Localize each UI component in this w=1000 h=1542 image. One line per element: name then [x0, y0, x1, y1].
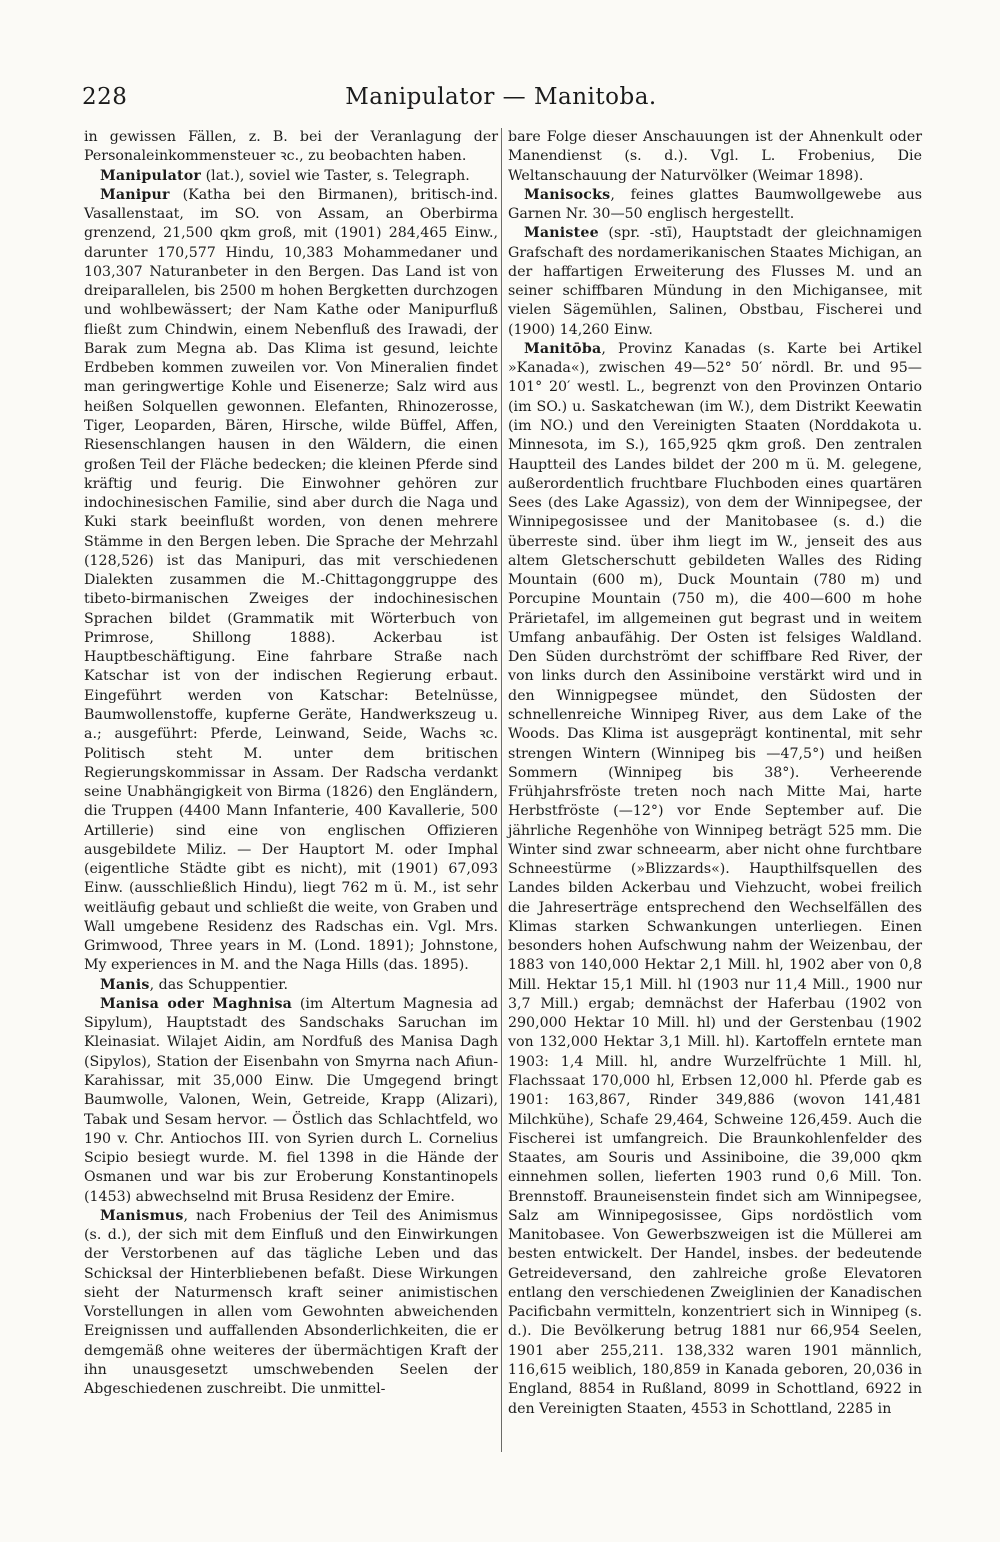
dictionary-entry	[508, 340, 922, 1419]
dictionary-entry	[508, 186, 922, 225]
entry-text: (spr. -stī), Hauptstadt der gleichnamigen Grafschaft des nordamerikanischen Staates Michigan, an der haffartigen Erweiterung des Flusses M. und an seiner schiffbaren Mündung in den Michigansee, mit vielen Sägemühlen, Salinen, Obstbau, Fischerei und (1900) 14,260 Einw.	[508, 225, 922, 338]
left-column	[84, 128, 498, 1400]
entry-text: (im Altertum Magnesia ad Sipylum), Hauptstadt des Sandschaks Saruchan im Kleinasiat. Wilajet Aidin, am Nordfuß des Manisa Dagh (Sipylos), Station der Eisenbahn von Smyrna nach Afiun-Karahissar, mit 35,000 Einw. Die Umgegend bringt Baumwolle, Valonen, Wein, Getreide, Krapp (Alizari), Tabak und Sesam hervor. — Östlich das Schlachtfeld, wo 190 v. Chr. Antiochos III. von Syrien durch L. Cornelius Scipio besiegt wurde. M. fiel 1398 in die Hände der Osmanen und war bis zur Eroberung Konstantinopels (1453) abwechselnd mit Brusa Residenz der Emire.	[84, 995, 498, 1205]
dictionary-entry	[84, 186, 498, 976]
entry-text: , Provinz Kanadas (s. Karte bei Artikel »Kanada«), zwischen 49—52° 50′ nördl. Br. und 95—101° 20′ westl. L., begrenzt von den Provinzen Ontario (im SO.) u. Saskatchewan (im W.), dem Distrikt Keewatin (im NO.) und den Vereinigten Staaten (Norddakota u. Minnesota, im S.), 165,925 qkm groß. Den zentralen Hauptteil des Landes bildet der 200 m ü. M. gelegene, außerordentlich fruchtbare Fluchboden eines quartären Sees (des Lake Agassiz), von dem der Winnipegsee, der Winnipegosissee und der Manitobasee (s. d.) die überreste sind. über ihm liegt im W., jenseit des aus altem Gletscherschutt gebildeten Walles des Riding Mountain (600 m), Duck Mountain (780 m) und Porcupine Mountain (750 m), die 400—600 m hohe Prärietafel, im allgemeinen gut begrast und in weitem Umfang anbaufähig. Der Osten ist felsiges Waldland. Den Süden durchströmt der schiffbare Red River, der von links durch den Assiniboine verstärkt wird und in den Winnigpegsee mündet, den Südosten der schnellenreiche Winnipeg River, aus dem Lake of the Woods. Das Klima ist ausgeprägt kontinental, mit sehr strengen Wintern (Winnipeg bis —47,5°) und heißen Sommern (Winnipeg bis 38°). Verheerende Frühjahrsfröste treten noch nach Mitte Mai, harte Herbstfröste (—12°) vor Ende September auf. Die jährliche Regenhöhe von Winnipeg beträgt 525 mm. Die Winter sind zwar schneearm, aber nicht ohne furchtbare Schneestürme (»Blizzards«). Haupthilfsquellen des Landes bilden Ackerbau und Viehzucht, wobei freilich die Jahreserträge entsprechend den Wechselfällen des Klimas starken Schwankungen unterliegen. Einen besonders hohen Aufschwung nahm der Weizenbau, der 1883 von 140,000 Hektar 2,1 Mill. hl, 1902 aber von 0,8 Mill. Hektar 15,1 Mill. hl (1903 nur 11,4 Mill., 1900 nur 3,7 Mill.) ergab; demnächst der Haferbau (1902 von 290,000 Hektar 10 Mill. hl) und der Gerstenbau (1902 von 132,000 Hektar 3,1 Mill. hl). Kartoffeln erntete man 1903: 1,4 Mill. hl, andre Wurzelfrüchte 1 Mill. hl, Flachssaat 170,000 hl, Erbsen 12,000 hl. Pferde gab es 1901: 163,867, Rinder 349,886 (wovon 141,481 Milchkühe), Schafe 29,464, Schweine 126,459. Auch die Fischerei ist umfangreich. Die Braunkohlenfelder des Staates, am Souris und Assiniboine, die 39,000 qkm einnehmen sollen, lieferten 1903 rund 0,6 Mill. Ton. Brennstoff. Brauneisenstein findet sich am Winnipegsee, Salz am Winnipegosissee, Gips nordöstlich vom Manitobasee. Von Gewerbszweigen ist die Müllerei am besten entwickelt. Der Handel, insbes. der bedeutende Getreideversand, den zahlreiche große Elevatoren entlang den verschiedenen Zweiglinien der Kanadischen Pacificbahn vermitteln, konzentriert sich in Winnipeg (s. d.). Die Bevölkerung betrug 1881 nur 66,954 Seelen, 1901 aber 255,211. 138,332 waren 1901 männlich, 116,615 weiblich, 180,859 in Kanada geboren, 20,036 in England, 8854 in Rußland, 8099 in Schottland, 6922 in den Vereinigten Staaten, 4553 in Schottland, 2285 in	[508, 340, 922, 1417]
entry-text: in gewissen Fällen, z. B. bei der Veranlagung der Personaleinkommensteuer ꝛc., zu beobachten haben.	[84, 129, 498, 165]
entry-text: , feines glattes Baumwollgewebe aus Garnen Nr. 30—50 englisch hergestellt.	[508, 186, 922, 223]
dictionary-entry	[84, 167, 498, 186]
entry-text: , das Schuppentier.	[149, 976, 288, 993]
running-head: Manipulator — Manitoba.	[345, 84, 657, 110]
entry-headword: Manitōba	[524, 340, 602, 357]
column-divider	[501, 128, 502, 1452]
continued-paragraph	[508, 128, 922, 186]
entry-text: bare Folge dieser Anschauungen ist der Ahnenkult oder Manendienst (s. d.). Vgl. L. Frobenius, Die Weltanschauung der Naturvölker (Weimar 1898).	[508, 129, 922, 184]
right-column	[508, 128, 922, 1419]
entry-headword: Manipulator	[100, 167, 202, 184]
entry-headword: Manistee	[524, 225, 599, 242]
continued-paragraph	[84, 128, 498, 167]
entry-headword: Manisocks	[524, 186, 611, 203]
entry-text: (lat.), soviel wie Taster, s. Telegraph.	[201, 167, 470, 184]
entry-headword: Manis	[100, 976, 150, 993]
dictionary-entry	[508, 224, 922, 340]
dictionary-entry	[84, 1207, 498, 1400]
entry-headword: Manismus	[100, 1207, 184, 1224]
entry-text: , nach Frobenius der Teil des Animismus (s. d.), der sich mit dem Einfluß und den Einwirkungen der Verstorbenen auf das tägliche Leben und das Schicksal der Hinterbliebenen befaßt. Diese Wirkungen sieht der Naturmensch kraft seiner animistischen Vorstellungen in allen vom Gewohnten abweichenden Ereignissen und auffallenden Absonderlichkeiten, die er demgemäß ohne weiteres der übermächtigen Kraft der ihn unausgesetzt umschwebenden Seelen der Abgeschiedenen zuschreibt. Die unmittel-	[84, 1207, 498, 1398]
entry-headword: Manisa oder Maghnisa	[100, 995, 293, 1012]
page-number: 228	[82, 84, 128, 110]
dictionary-entry	[84, 995, 498, 1207]
dictionary-entry	[84, 976, 498, 995]
entry-text: (Katha bei den Birmanen), britisch-ind. Vasallenstaat, im SO. von Assam, an Oberbirma grenzend, 21,500 qkm groß, mit (1901) 284,465 Einw., darunter 170,577 Hindu, 10,383 Mohammedaner und 103,307 Naturanbeter in den Bergen. Das Land ist von dreiparallelen, bis 2500 m hohen Bergketten durchzogen und wohlbewässert; der Nam Kathe oder Manipurfluß fließt zum Chindwin, einem Nebenfluß des Irawadi, der Barak zum Megna ab. Das Klima ist gesund, leichte Erdbeben kommen zuweilen vor. Von Mineralien findet man geringwertige Kohle und Eisenerze; Salz wird aus heißen Solquellen gewonnen. Elefanten, Rhinozerosse, Tiger, Leoparden, Bären, Hirsche, wilde Büffel, Affen, Riesenschlangen hausen in den Wäldern, die einen großen Teil der Fläche bedecken; die kleinen Pferde sind kräftig und feurig. Die Einwohner gehören zur indochinesischen Familie, sind aber durch die Naga und Kuki stark beeinflußt worden, von denen mehrere Stämme in den Bergen leben. Die Sprache der Mehrzahl (128,526) ist das Manipuri, das mit verschiedenen Dialekten zusammen die M.-Chittagonggruppe des tibeto-birmanischen Zweiges der indochinesischen Sprachen bildet (Grammatik mit Wörterbuch von Primrose, Shillong 1888). Ackerbau ist Hauptbeschäftigung. Eine fahrbare Straße nach Katschar ist von der indischen Regierung erbaut. Eingeführt werden von Katschar: Betelnüsse, Baumwollenstoffe, kupferne Geräte, Handwerkszeug u. a.; ausgeführt: Pferde, Leinwand, Seide, Wachs ꝛc. Politisch steht M. unter dem britischen Regierungskommissar in Assam. Der Radscha verdankt seine Unabhängigkeit von Birma (1826) den Engländern, die Truppen (4400 Mann Infanterie, 400 Kavallerie, 500 Artillerie) sind eine von englischen Offizieren ausgebildete Miliz. — Der Hauptort M. oder Imphal (eigentliche Städte gibt es nicht), mit (1901) 67,093 Einw. (ausschließlich Hindu), liegt 762 m ü. M., ist sehr weitläufig gebaut und schließt die weite, von Graben und Wall umgebene Residenz des Radschas ein. Vgl. Mrs. Grimwood, Three years in M. (Lond. 1891); Johnstone, My experiences in M. and the Naga Hills (das. 1895).	[84, 186, 498, 974]
page-header	[82, 84, 920, 118]
entry-headword: Manipur	[100, 186, 170, 203]
